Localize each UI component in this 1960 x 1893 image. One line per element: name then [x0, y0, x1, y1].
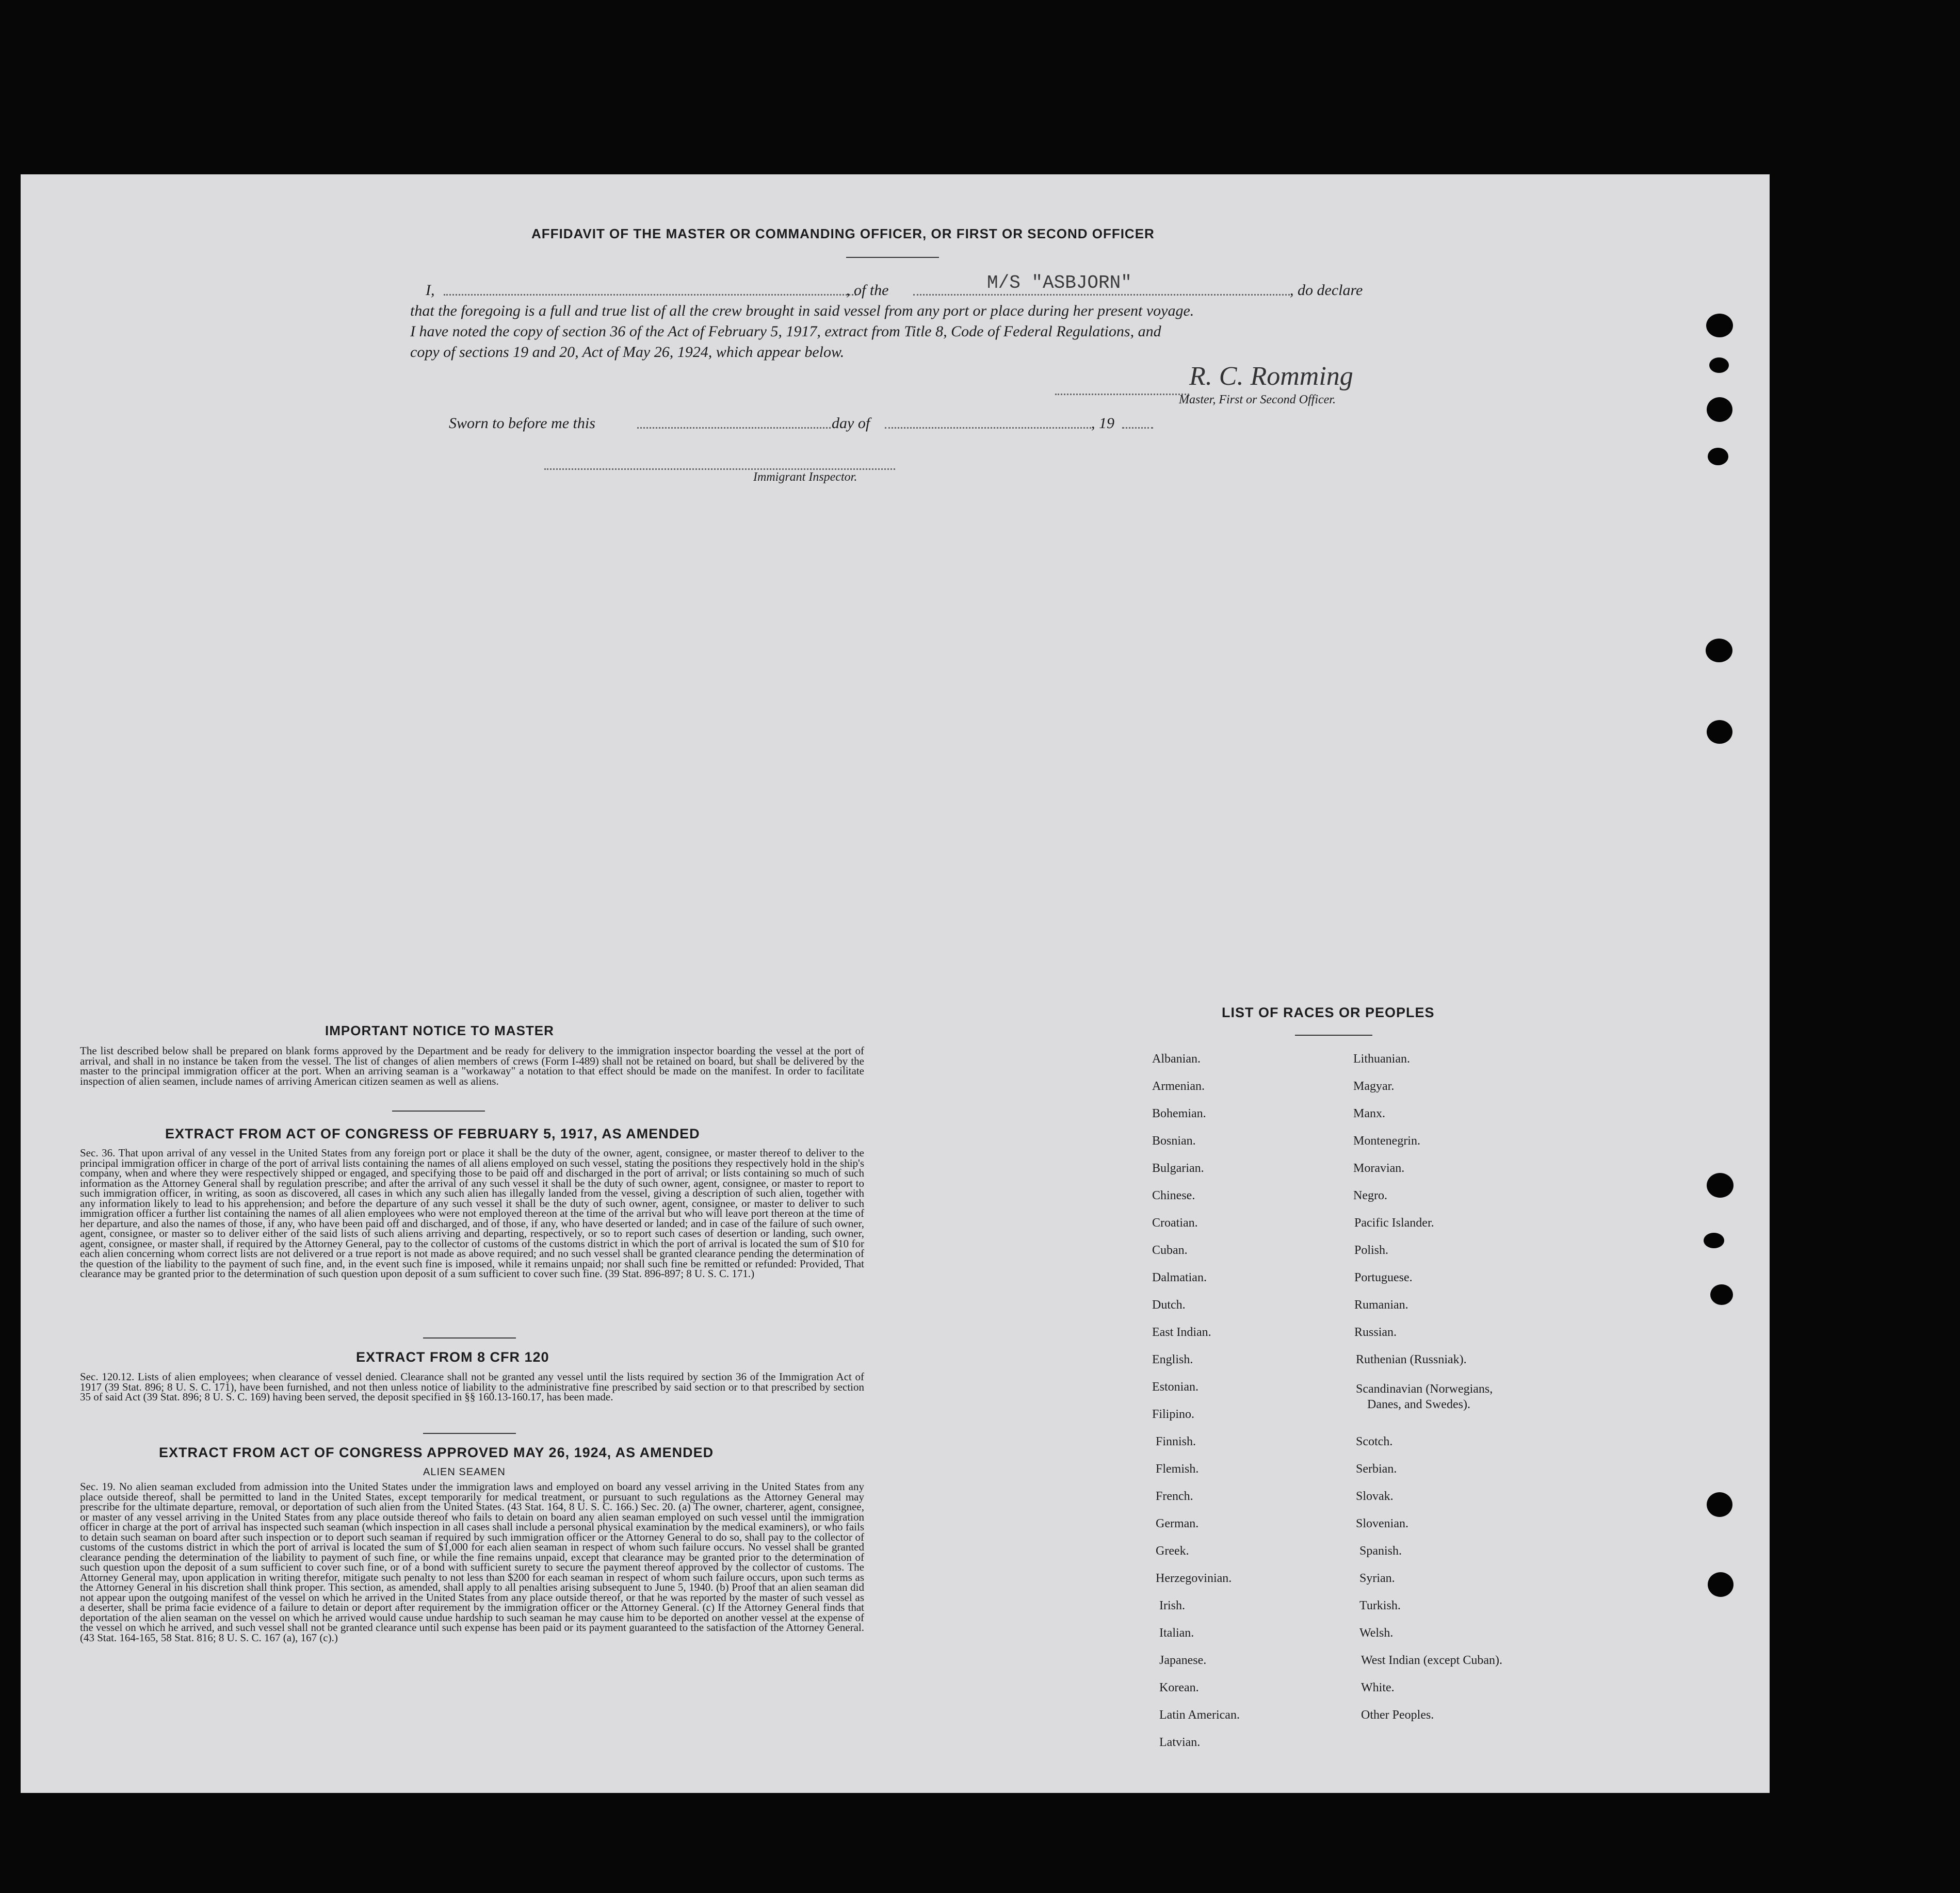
race-item: Cuban.: [1152, 1244, 1188, 1257]
race-item: Ruthenian (Russniak).: [1356, 1353, 1467, 1366]
extract-cfr-title: EXTRACT FROM 8 CFR 120: [356, 1349, 549, 1365]
race-item: Italian.: [1159, 1626, 1194, 1640]
race-item: Latvian.: [1159, 1736, 1201, 1749]
notice-title: IMPORTANT NOTICE TO MASTER: [325, 1023, 554, 1038]
punch-hole: [1707, 1492, 1732, 1517]
punch-hole: [1708, 1572, 1734, 1597]
race-item: French.: [1156, 1490, 1193, 1503]
race-item: Danes, and Swedes).: [1367, 1398, 1470, 1411]
race-item: Bulgarian.: [1152, 1162, 1204, 1175]
race-item: East Indian.: [1152, 1326, 1211, 1339]
punch-hole: [1707, 720, 1732, 744]
race-item: Korean.: [1159, 1681, 1199, 1694]
race-item: Albanian.: [1152, 1052, 1201, 1066]
affidavit-line4: copy of sections 19 and 20, Act of May 26, 1924, which appear below.: [410, 344, 845, 361]
race-item: Japanese.: [1159, 1654, 1207, 1667]
races-title: LIST OF RACES OR PEOPLES: [1222, 1005, 1435, 1020]
race-item: Dalmatian.: [1152, 1271, 1207, 1284]
race-item: Serbian.: [1356, 1462, 1397, 1476]
affidavit-line3: I have noted the copy of section 36 of the Act of February 5, 1917, extract from Title 8, Code of Federal Regulations, and: [410, 323, 1161, 340]
race-item: Negro.: [1353, 1189, 1387, 1202]
punch-hole: [1706, 314, 1733, 337]
punch-hole: [1709, 357, 1729, 373]
race-item: Estonian.: [1152, 1380, 1198, 1394]
race-item: Scandinavian (Norwegians,: [1356, 1382, 1493, 1396]
race-item: Pacific Islander.: [1354, 1216, 1434, 1230]
race-item: Moravian.: [1353, 1162, 1405, 1175]
race-item: Latin American.: [1159, 1708, 1240, 1722]
race-item: Lithuanian.: [1353, 1052, 1410, 1066]
race-item: West Indian (except Cuban).: [1361, 1654, 1502, 1667]
signature-blank: [1055, 394, 1189, 395]
extract-1917-title: EXTRACT FROM ACT OF CONGRESS OF FEBRUARY 5, 1917, AS AMENDED: [165, 1126, 700, 1141]
affidavit-of-the: , of the: [846, 282, 889, 299]
punch-hole: [1710, 1284, 1733, 1305]
race-item: Magyar.: [1353, 1080, 1395, 1093]
affidavit-title: AFFIDAVIT OF THE MASTER OR COMMANDING OFFICER, OR FIRST OR SECOND OFFICER: [531, 226, 1155, 241]
race-item: Rumanian.: [1354, 1298, 1408, 1312]
race-item: Spanish.: [1359, 1544, 1402, 1558]
race-item: White.: [1361, 1681, 1395, 1694]
extract-1917-body: [80, 1148, 864, 1279]
day-of-label: day of: [832, 415, 870, 432]
race-item: Bosnian.: [1152, 1134, 1196, 1148]
name-blank: [444, 294, 856, 296]
extract-1924-text: Sec. 19. No alien seaman excluded from admission into the United States under the immigration laws and employed on board any vessel arriving in the United States from any place outside thereof, shall be permitted to land in the United States, except temporarily for medical treatment, or pursuant to such regulations as the Attorney General may prescribe for the ultimate departure, removal, or deportation of such alien from the United States. (43 Stat. 164, 8 U. S. C. 166.) Sec. 20. (a) The owner, charterer, agent, consignee, or master of any vessel arriving in the United States from any place outside thereof who fails to detain on board any alien seaman employed on such vessel until the immigration officer in charge at the port of arrival has inspected such seaman (which inspection in all cases shall include a personal physical examination by the medical examiners), or who fails to detain such seaman on board after such inspection or to deport such seaman if required by such immigration officer or the Attorney General to do so, shall pay to the collector of customs of the customs district in which the port of arrival is located the sum of $1,000 for each alien seaman in respect of whom such failure occurs. No vessel shall be granted clearance pending the determination of the liability to payment of such fine, or while the fine remains unpaid, except that clearance may be granted prior to the determination of such question upon the deposit of a sum sufficient to cover such fine, or of a bond with sufficient surety to secure the payment thereof approved by the collector of customs. The Attorney General may, upon application in writing therefor, mitigate such penalty to not less than $200 for each seaman in respect of whom such failure occurs, upon such terms as the Attorney General in his discretion shall think proper. This section, as amended, shall apply to all penalties arising subsequent to June 5, 1940. (b) Proof that an alien seaman did not appear upon the outgoing manifest of the vessel on which he arrived in the United States from any place outside thereof, or that he was reported by the master of such vessel as a deserter, shall be prima facie evidence of a failure to detain or deport after requirement by the immigration officer or the Attorney General. (c) If the Attorney General finds that deportation of the alien seaman on the vessel on which he arrived would cause undue hardship to such seaman he may cause him to be deported on another vessel at the expense of the vessel on which he arrived, and such vessel shall not be granted clearance until such expense has been paid or its payment guaranteed to the satisfaction of the Attorney General. (43 Stat. 164-165, 58 Stat. 816; 8 U. S. C. 167 (a), 167 (c).): [80, 1480, 864, 1644]
form-page: [21, 174, 1770, 1793]
affidavit-line2: that the foregoing is a full and true list of all the crew brought in said vessel from any port or place during her present voyage.: [410, 302, 1194, 319]
punch-hole: [1707, 1173, 1734, 1198]
race-item: Polish.: [1354, 1244, 1389, 1257]
inspector-label: Immigrant Inspector.: [753, 470, 857, 484]
notice-body: [80, 1046, 864, 1086]
inspector-blank: [544, 468, 895, 470]
race-item: Portuguese.: [1354, 1271, 1413, 1284]
extract-1924-title: EXTRACT FROM ACT OF CONGRESS APPROVED MAY 26, 1924, AS AMENDED: [159, 1445, 714, 1460]
punch-hole: [1708, 448, 1728, 465]
race-item: Croatian.: [1152, 1216, 1198, 1230]
race-item: Filipino.: [1152, 1408, 1195, 1421]
divider: [392, 1111, 485, 1112]
punch-hole: [1704, 1233, 1724, 1248]
race-item: German.: [1156, 1517, 1199, 1530]
race-item: Chinese.: [1152, 1189, 1195, 1202]
month-blank: [885, 427, 1091, 429]
signature: R. C. Romming: [1189, 362, 1353, 391]
year-blank: [1122, 427, 1153, 429]
sworn-label: Sworn to before me this: [449, 415, 595, 432]
year-label: , 19: [1091, 415, 1114, 432]
race-item: Slovak.: [1356, 1490, 1394, 1503]
race-item: Greek.: [1156, 1544, 1189, 1558]
race-item: Welsh.: [1359, 1626, 1394, 1640]
race-item: Bohemian.: [1152, 1107, 1206, 1120]
extract-1924-subtitle: ALIEN SEAMEN: [423, 1466, 506, 1478]
extract-1917-text: Sec. 36. That upon arrival of any vessel in the United States from any foreign port or place it shall be the duty of the owner, agent, consignee, or master thereof to deliver to the principal immigration officer in charge of the port of arrival lists containing the names of all aliens employed on such vessel, stating the positions they respectively hold in the ship's company, when and where they were respectively shipped or engaged, and specifying those to be paid off and discharged in the port of arrival; or lists containing so much of such information as the Attorney General shall by regulation prescribe; and after the arrival of any such vessel it shall be the duty of such owner, agent, consignee, or master to report to such immigration officer, in writing, as soon as discovered, all cases in which any such alien has illegally landed from the vessel, giving a description of such alien, together with any information likely to lead to his apprehension; and before the departure of any such vessel it shall be the duty of such owner, agent, consignee, or master to deliver to such immigration officer a further list containing the names of all alien employees who were not employed thereon at the time of the arrival but who will leave port thereon at the time of her departure, and also the names of those, if any, who have been paid off and discharged, and of those, if any, who have deserted or landed; and in case of the failure of such owner, agent, consignee, or master so to deliver either of the said lists of such aliens arriving and departing, respectively, or so to report such cases of desertion or landing, such owner, agent, consignee, or master shall, if required by the Attorney General, pay to the collector of customs of the customs district in which the port of arrival is located the sum of $10 for each alien concerning whom correct lists are not delivered or a true report is not made as above required; and no such vessel shall be granted clearance pending the determination of the question of the liability to the payment of such fine, and, in the event such fine is imposed, while it remains unpaid; nor shall such fine be remitted or refunded: Provided, That clearance may be granted prior to the determination of such question upon deposit of a sum sufficient to cover such fine. (39 Stat. 896-897; 8 U. S. C. 171.): [80, 1147, 864, 1280]
extract-cfr-body: [80, 1372, 864, 1402]
divider: [1295, 1035, 1372, 1036]
race-item: English.: [1152, 1353, 1193, 1366]
race-item: Herzegovinian.: [1156, 1572, 1232, 1585]
signature-caption: Master, First or Second Officer.: [1179, 393, 1336, 406]
race-item: Other Peoples.: [1361, 1708, 1434, 1722]
sworn-day-blank: [637, 427, 831, 429]
race-item: Flemish.: [1156, 1462, 1199, 1476]
extract-cfr-text: Sec. 120.12. Lists of alien employees; when clearance of vessel denied. Clearance shall not be granted any vessel until the lists required by section 36 of the Immigration Act of 1917 (39 Stat. 896; 8 U. S. C. 171), have been furnished, and not then unless notice of liability to the administrative fine prescribed by said section or to that prescribed by section 35 of said Act (39 Stat. 896; 8 U. S. C. 169) having been served, the deposit specified in §§ 160.13-160.17, has been made.: [80, 1370, 864, 1403]
race-item: Syrian.: [1359, 1572, 1395, 1585]
race-item: Turkish.: [1359, 1599, 1401, 1612]
race-item: Armenian.: [1152, 1080, 1205, 1093]
race-item: Montenegrin.: [1353, 1134, 1420, 1148]
punch-hole: [1706, 639, 1732, 662]
race-item: Irish.: [1159, 1599, 1185, 1612]
divider: [846, 257, 939, 258]
affidavit-i: I,: [426, 282, 435, 299]
vessel-name: M/S "ASBJORN": [987, 272, 1132, 293]
vessel-blank: [913, 294, 1290, 296]
race-item: Scotch.: [1356, 1435, 1393, 1448]
affidavit-declare: , do declare: [1290, 282, 1363, 299]
race-item: Russian.: [1354, 1326, 1397, 1339]
notice-text: The list described below shall be prepared on blank forms approved by the Department and be ready for delivery to the immigration inspector boarding the vessel at the port of arrival, and shall in no instance be taken from the vessel. The list of changes of alien members of crews (Form I-489) shall not be retained on board, but shall be delivered by the master to the principal immigration officer at the port. When an arriving seaman is a "workaway" a notation to that effect should be made on the manifest. In order to facilitate inspection of alien seamen, include names of arriving American citizen seamen as well as aliens.: [80, 1045, 864, 1087]
race-item: Dutch.: [1152, 1298, 1186, 1312]
extract-1924-body: [80, 1482, 864, 1643]
race-item: Manx.: [1353, 1107, 1385, 1120]
race-item: Slovenian.: [1356, 1517, 1408, 1530]
race-item: Finnish.: [1156, 1435, 1196, 1448]
divider: [423, 1337, 516, 1339]
divider: [423, 1433, 516, 1434]
punch-hole: [1707, 397, 1732, 422]
